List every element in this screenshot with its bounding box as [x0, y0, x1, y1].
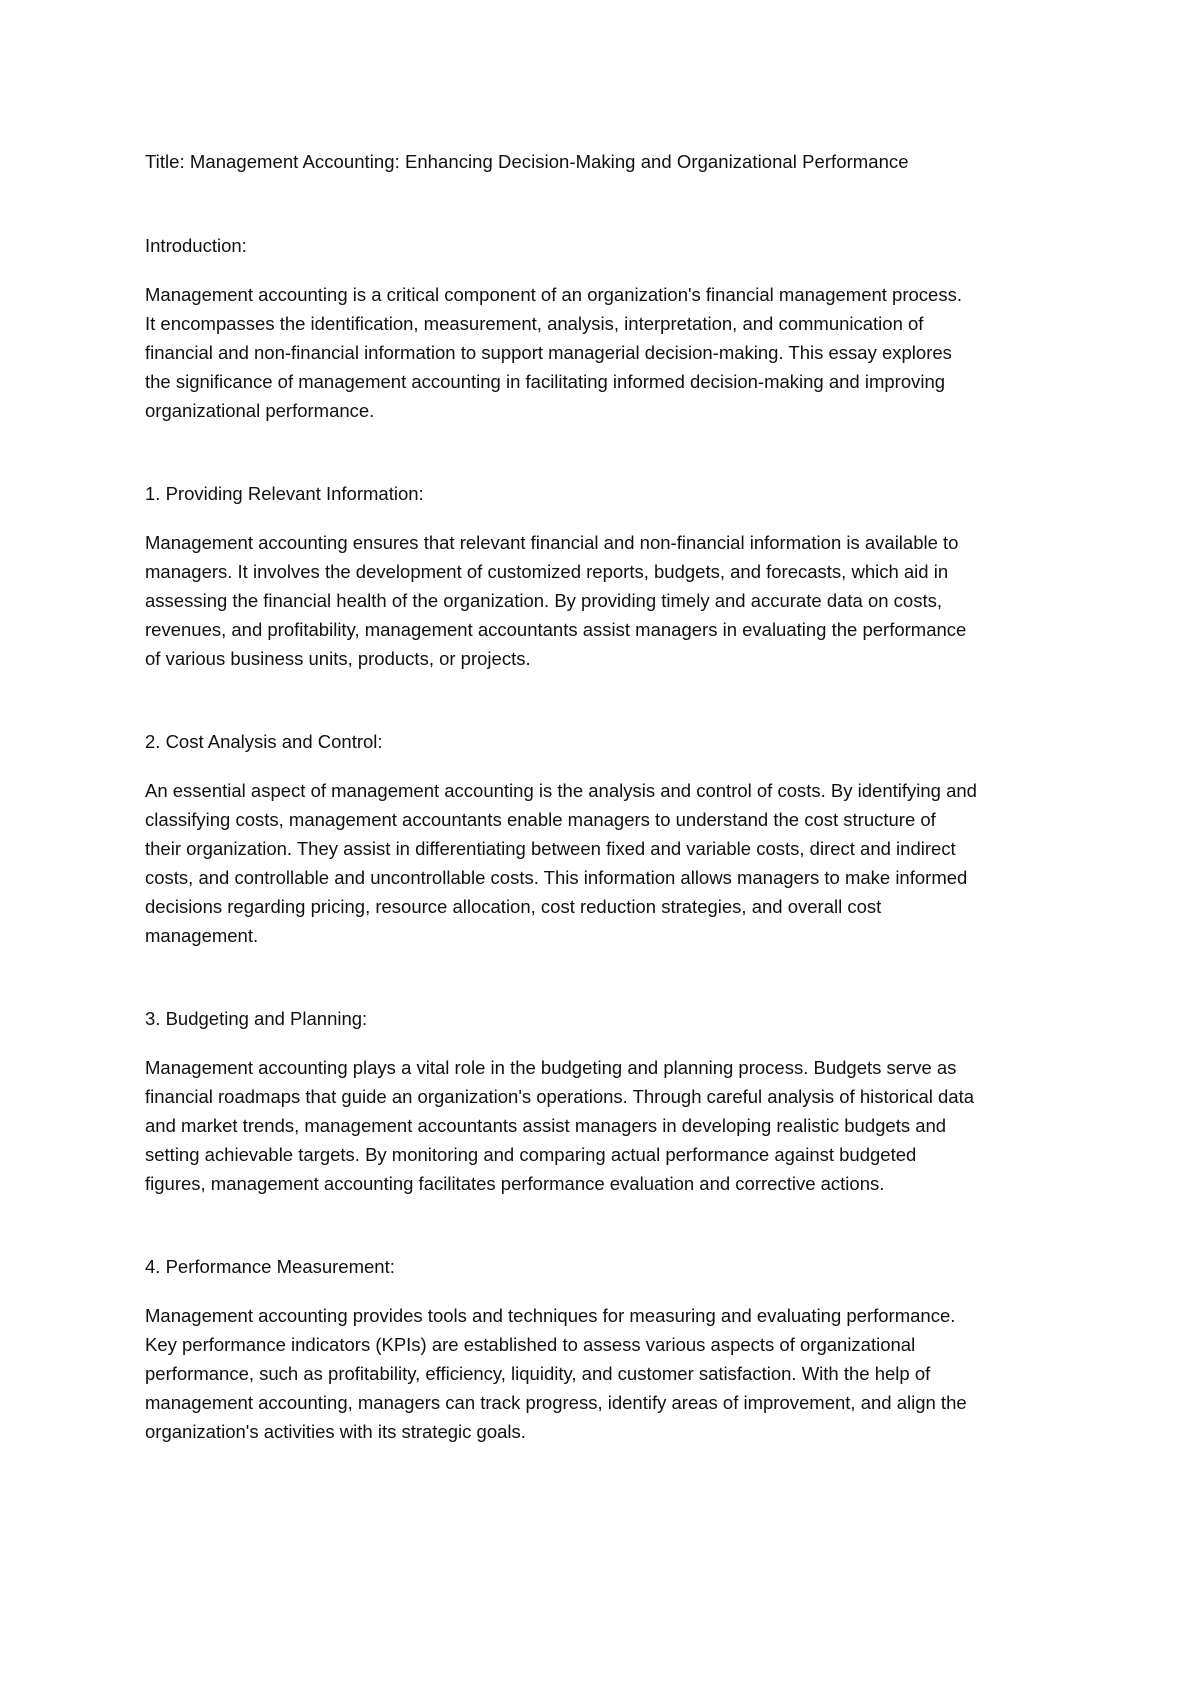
introduction-heading: Introduction:	[145, 235, 247, 256]
section-paragraph-performance-measurement: Management accounting provides tools and techniques for measuring and evaluating performance. Key performance indicators (KPIs) are established to assess various aspects of organizational performance, such as profitability, efficiency, liquidity, and customer satisfaction. With the help of management accounting, managers can track progress, identify areas of improvement, and align the organization's activities with its strategic goals.	[145, 1305, 967, 1442]
section-paragraph-budgeting: Management accounting plays a vital role in the budgeting and planning process. Budgets serve as financial roadmaps that guide an organization's operations. Through careful analysis of historical data and market trends, management accountants assist managers in developing realistic budgets and setting achievable targets. By monitoring and comparing actual performance against budgeted figures, management accounting facilitates performance evaluation and corrective actions.	[145, 1057, 974, 1194]
introduction-paragraph: Management accounting is a critical component of an organization's financial management process. It encompasses the identification, measurement, analysis, interpretation, and communication of financial and non-financial information to support managerial decision-making. This essay explores the significance of management accounting in facilitating informed decision-making and improving organizational performance.	[145, 284, 962, 421]
section-heading-relevant-information: 1. Providing Relevant Information:	[145, 483, 424, 504]
section-heading-cost-analysis: 2. Cost Analysis and Control:	[145, 731, 383, 752]
document-body	[145, 147, 1075, 1446]
section-heading-budgeting: 3. Budgeting and Planning:	[145, 1008, 368, 1029]
section-paragraph-relevant-information: Management accounting ensures that relevant financial and non-financial information is available to managers. It involves the development of customized reports, budgets, and forecasts, which aid in assessing the financial health of the organization. By providing timely and accurate data on costs, revenues, and profitability, management accountants assist managers in evaluating the performance of various business units, products, or projects.	[145, 532, 967, 669]
document-title: Title: Management Accounting: Enhancing Decision-Making and Organizational Performance	[145, 151, 909, 172]
section-paragraph-cost-analysis: An essential aspect of management accounting is the analysis and control of costs. By identifying and classifying costs, management accountants enable managers to understand the cost structure of their organization. They assist in differentiating between fixed and variable costs, direct and indirect costs, and controllable and uncontrollable costs. This information allows managers to make informed decisions regarding pricing, resource allocation, cost reduction strategies, and overall cost management.	[145, 780, 977, 946]
section-heading-performance-measurement: 4. Performance Measurement:	[145, 1256, 395, 1277]
